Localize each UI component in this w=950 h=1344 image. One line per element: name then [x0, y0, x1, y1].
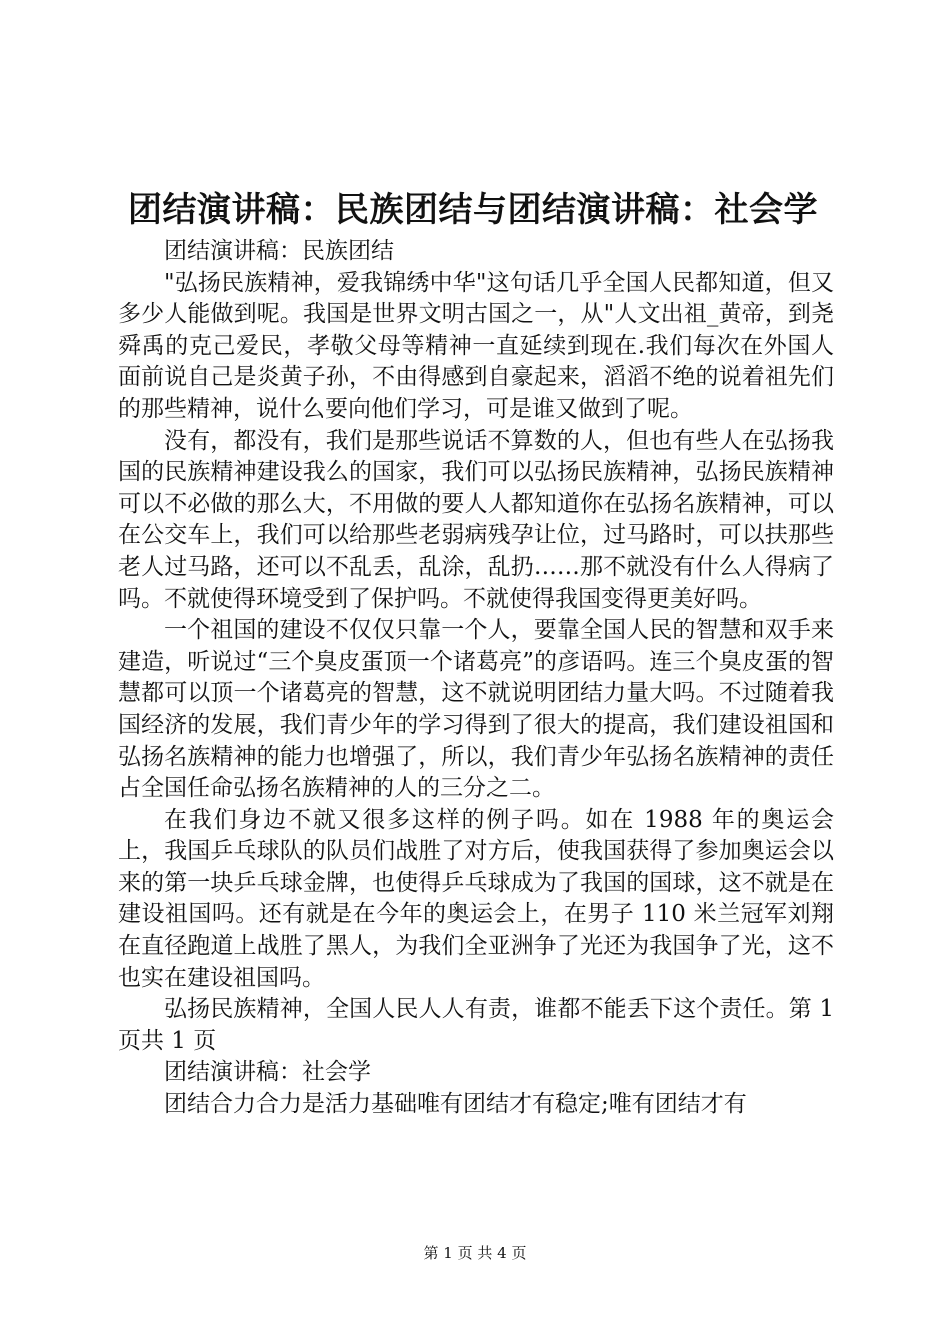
paragraph: 团结合力合力是活力基础唯有团结才有稳定;唯有团结才有 — [164, 1091, 747, 1118]
paragraph: 在我们身边不就又很多这样的例子吗。如在 1988 年的奥运会上，我国乒乓球队的队员们战胜了对方后，使我国获得了参加奥运会以来的第一块乒乓球金牌，也使得乒乓球成为了我国的国球，这不就是在建设祖国吗。还有就是在今年的奥运会上，在男子 110 米兰冠军刘翔在直径跑道上战胜了黑人，为我们全亚洲争了光还为我国争了光，这不也实在建设祖国吗。 — [118, 806, 834, 991]
paragraph: 没有，都没有，我们是那些说话不算数的人，但也有些人在弘扬我国的民族精神建设我么的国家，我们可以弘扬民族精神，弘扬民族精神可以不必做的那么大，不用做的要人人都知道你在弘扬名族精神，可以在公交车上，我们可以给那些老弱病残孕让位，过马路时，可以扶那些老人过马路，还可以不乱丢，乱涂，乱扔……那不就没有什么人得病了吗。不就使得环境受到了保护吗。不就使得我国变得更美好吗。 — [118, 427, 834, 612]
paragraph: 团结演讲稿：社会学 — [164, 1059, 371, 1086]
paragraph: 团结演讲稿：民族团结 — [164, 238, 394, 264]
paragraph: 弘扬民族精神，全国人民人人有责，谁都不能丢下这个责任。第 1 页共 1 页 — [118, 996, 834, 1054]
page-title: 团结演讲稿：民族团结与团结演讲稿：社会学 — [128, 190, 818, 230]
paragraph: "弘扬民族精神，爱我锦绣中华"这句话几乎全国人民都知道，但又多少人能做到呢。我国是世界文明古国之一，从"人文出祖_黄帝，到尧舜禹的克己爱民，孝敬父母等精神一直延续到现在.我们每次在外国人面前说自己是炎黄子孙，不由得感到自豪起来，滔滔不绝的说着祖先们的那些精神，说什么要向他们学习，可是谁又做到了呢。 — [118, 269, 834, 422]
document-body — [118, 236, 834, 1121]
paragraph: 一个祖国的建设不仅仅只靠一个人，要靠全国人民的智慧和双手来建造，听说过“三个臭皮蛋顶一个诸葛亮”的彦语吗。连三个臭皮蛋的智慧都可以顶一个诸葛亮的智慧，这不就说明团结力量大吗。不过随着我国经济的发展，我们青少年的学习得到了很大的提高，我们建设祖国和弘扬名族精神的能力也增强了，所以，我们青少年弘扬名族精神的责任占全国任命弘扬名族精神的人的三分之二。 — [118, 617, 834, 802]
page-footer: 第 1 页 共 4 页 — [423, 1244, 527, 1262]
